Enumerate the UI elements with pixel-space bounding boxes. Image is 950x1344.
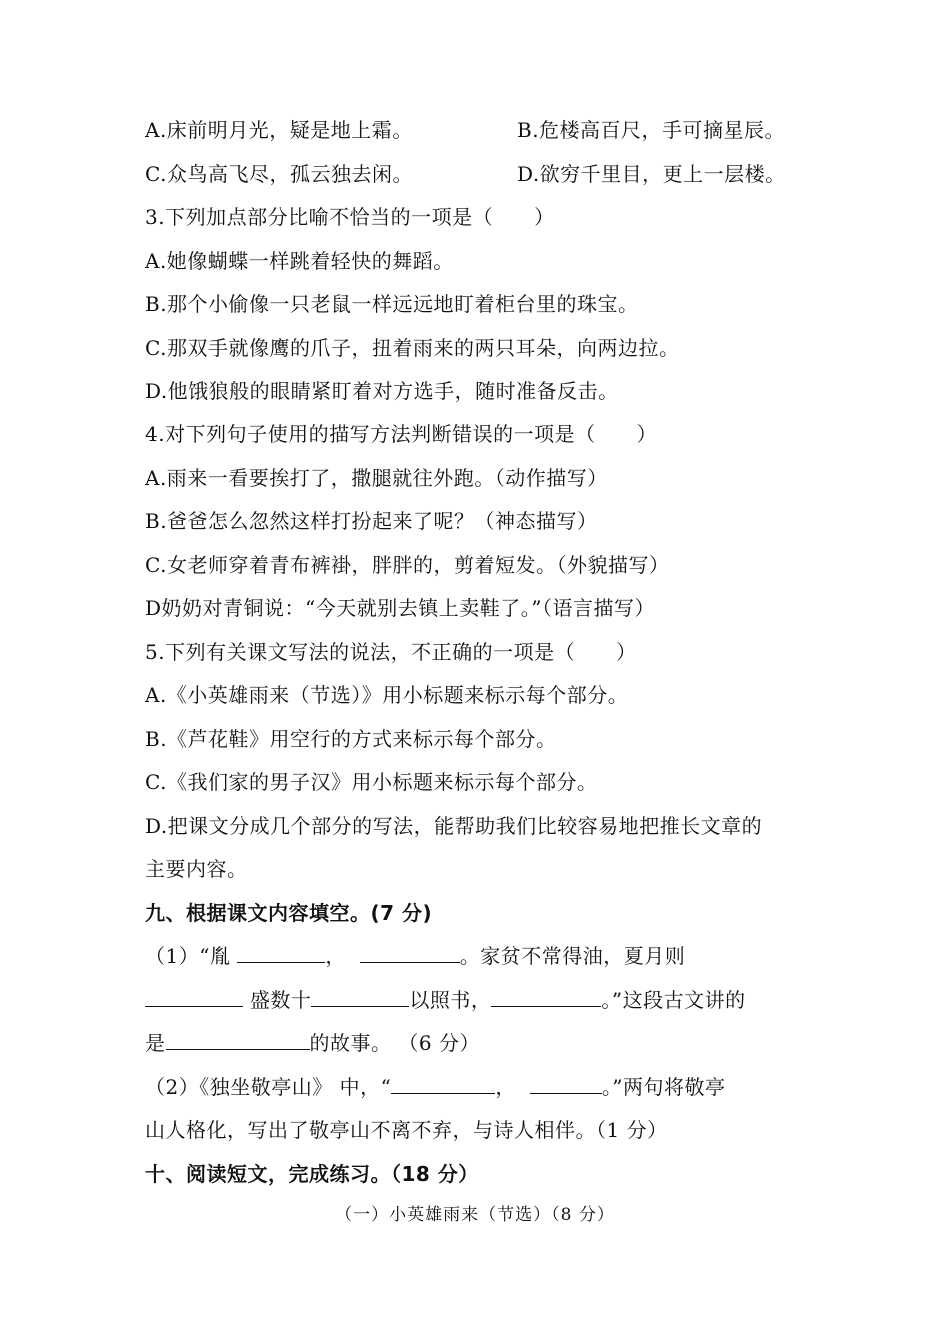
q2-option-c: C.众鸟高飞尽，孤云独去闲。 [145, 162, 413, 186]
section10-subtitle: （一）小英雄雨来（节选）（8 分） [335, 1205, 615, 1225]
fill-blank-1[interactable] [237, 944, 325, 963]
q4-option-d: D奶奶对青铜说：“今天就别去镇上卖鞋了。”（语言描写） [145, 596, 655, 620]
q2-option-a: A.床前明月光，疑是地上霜。 [145, 118, 413, 142]
q3-option-c: C.那双手就像鹰的爪子，扭着雨来的两只耳朵，向两边拉。 [145, 336, 680, 360]
fill-blank-4[interactable] [311, 988, 409, 1007]
q5-option-d-line1: D.把课文分成几个部分的写法，能帮助我们比较容易地把推长文章的 [145, 814, 763, 838]
q4-stem: 4.对下列句子使用的描写方法判断错误的一项是（ ） [145, 422, 658, 446]
item1-text-d: 盛数十 [243, 988, 312, 1012]
q3-stem: 3.下列加点部分比喻不恰当的一项是（ ） [145, 205, 555, 229]
section9-item2-line2: 山人格化，写出了敬亭山不离不弃，与诗人相伴。（1 分） [145, 1118, 668, 1142]
section10-title: 十、阅读短文，完成练习。（18 分） [145, 1162, 479, 1186]
q5-stem: 5.下列有关课文写法的说法，不正确的一项是（ ） [145, 640, 637, 664]
q3-option-b: B.那个小偷像一只老鼠一样远远地盯着柜台里的珠宝。 [145, 292, 639, 316]
section9-title: 九、根据课文内容填空。(7 分) [145, 901, 433, 925]
section9-item1-line1 [145, 942, 685, 970]
item2-text-a: （2）《独坐敬亭山》 中，“ [145, 1075, 392, 1099]
q4-option-c: C.女老师穿着青布裤褂，胖胖的，剪着短发。（外貌描写） [145, 553, 670, 577]
item1-text-f: 。”这段古文讲的 [601, 988, 746, 1012]
item1-text-a: （1）“胤 [145, 944, 238, 968]
fill-blank-5[interactable] [491, 988, 601, 1007]
q5-option-c: C.《我们家的男子汉》用小标题来标示每个部分。 [145, 770, 598, 794]
fill-blank-3[interactable] [145, 988, 243, 1007]
item1-text-h: 的故事。 （6 分） [309, 1031, 480, 1055]
q5-option-d-line2: 主要内容。 [145, 857, 248, 881]
q2-option-b: B.危楼高百尺，手可摘星辰。 [517, 118, 786, 142]
fill-blank-6[interactable] [166, 1031, 310, 1050]
item1-text-c: 。家贫不常得油，夏月则 [459, 944, 686, 968]
q5-option-b: B.《芦花鞋》用空行的方式来标示每个部分。 [145, 727, 557, 751]
q3-option-d: D.他饿狼般的眼睛紧盯着对方选手，随时准备反击。 [145, 379, 619, 403]
q2-option-d: D.欲穷千里目，更上一层楼。 [517, 162, 786, 186]
item1-text-e: 以照书， [409, 988, 492, 1012]
section9-item1-line2 [145, 986, 746, 1014]
q3-option-a: A.她像蝴蝶一样跳着轻快的舞蹈。 [145, 249, 454, 273]
item2-text-b: ， [495, 1075, 516, 1099]
fill-blank-8[interactable] [530, 1075, 602, 1094]
fill-blank-2[interactable] [360, 944, 460, 963]
item1-text-b: ， [325, 944, 346, 968]
section9-item1-line3 [145, 1029, 480, 1057]
q4-option-b: B.爸爸怎么忽然这样打扮起来了呢？（神态描写） [145, 509, 598, 533]
item1-text-g: 是 [145, 1031, 166, 1055]
section9-item2-line1 [145, 1073, 726, 1101]
item2-text-c: 。”两句将敬亭 [601, 1075, 726, 1099]
fill-blank-7[interactable] [391, 1075, 495, 1094]
q5-option-a: A.《小英雄雨来（节选）》用小标题来标示每个部分。 [145, 683, 629, 707]
q4-option-a: A.雨来一看要挨打了，撒腿就往外跑。（动作描写） [145, 466, 608, 490]
